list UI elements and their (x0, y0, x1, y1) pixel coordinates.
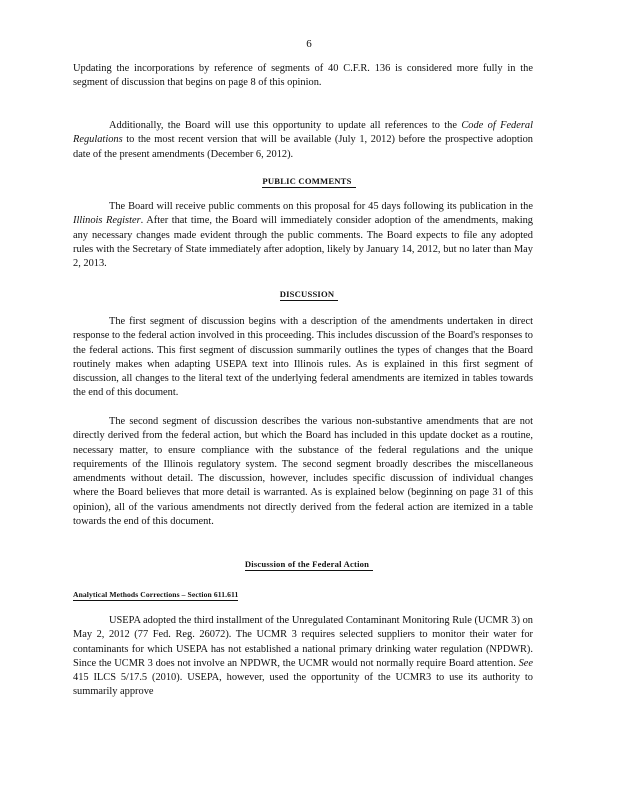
paragraph-public-comments (73, 200, 533, 271)
paragraph-first-segment: The first segment of discussion begins with a description of the amendments undertaken in direct response to the federal action involved in this proceeding. This includes discussion of the Board's responses to the federal actions. This first segment of discussion summarily outlines the types of changes that the Board routinely makes when adapting USEPA text into Illinois rules. As is explained in this first segment of discussion, all changes to the literal text of the underlying federal amendments are itemized in tables towards the end of this document. (73, 316, 533, 399)
paragraph-cfr-update (73, 119, 533, 162)
paragraph-comments-text-a: The Board will receive public comments on this proposal for 45 days following its publication in the (109, 201, 533, 212)
heading-federal-action-text: Discussion of the Federal Action (245, 559, 373, 571)
heading-analytical-methods (73, 590, 238, 601)
paragraph-cfr-text-b: to the most recent version that will be available (July 1, 2012) before the prospective adoption date of the present amendments (December 6, 2012). (73, 134, 533, 160)
paragraph-incorporations: Updating the incorporations by reference of segments of 40 C.F.R. 136 is considered more fully in the segment of discussion that begins on page 8 of this opinion. (73, 63, 533, 89)
heading-analytical-methods-text: Analytical Methods Corrections – Section 611.611 (73, 590, 239, 599)
paragraph-ucmr-text-b: 415 ILCS 5/17.5 (2010). USEPA, however, used the opportunity of the UCMR3 to use its authority to summarily approve (73, 672, 533, 698)
heading-public-comments-text: PUBLIC COMMENTS (262, 176, 355, 188)
cfr-title-italic: Code of Federal Regulations (73, 120, 533, 146)
heading-public-comments (0, 176, 618, 188)
paragraph-second-segment: The second segment of discussion describes the various non-substantive amendments that are not directly derived from the federal action, but which the Board has included in this update docket as a routine, necessary matter, to ensure compliance with the substance of the federal regulations and the unique requirements of the Illinois regulatory system. The second segment broadly describes the miscellaneous amendments without detail. The discussion, however, includes specific discussion of individual changes where the Board believes that more detail is warranted. As is explained below (beginning on page 31 of this opinion), all of the various amendments not directly derived from the federal action are itemized in a table towards the end of this document. (73, 416, 533, 528)
paragraph-comments-text-b: . After that time, the Board will immediately consider adoption of the amendments, making any necessary changes made evident through the public comments. The Board expects to file any adopted rules with the Secretary of State immediately after adoption, likely by January 14, 2012, but no later than May 2, 2013. (73, 215, 533, 270)
paragraph-cfr-text-a: Additionally, the Board will use this opportunity to update all references to the (109, 120, 462, 131)
heading-discussion-text: DISCUSSION (280, 289, 339, 301)
paragraph-ucmr3 (73, 614, 533, 700)
heading-discussion-federal-action (0, 559, 618, 571)
page-number: 6 (306, 38, 312, 50)
see-signal-italic: See (518, 657, 533, 669)
heading-discussion (0, 289, 618, 301)
illinois-register-italic: Illinois Register (73, 215, 141, 227)
paragraph-ucmr-text-a: USEPA adopted the third installment of the Unregulated Contaminant Monitoring Rule (UCMR 3) on May 2, 2012 (77 Fed. Reg. 26072). The UCMR 3 requires selected suppliers to monitor their water for contaminants for which USEPA has not established a national primary drinking water regulation (NPDWR). Since the UCMR 3 does not involve an NPDWR, the UCMR would not normally require Board attention. (73, 615, 533, 669)
